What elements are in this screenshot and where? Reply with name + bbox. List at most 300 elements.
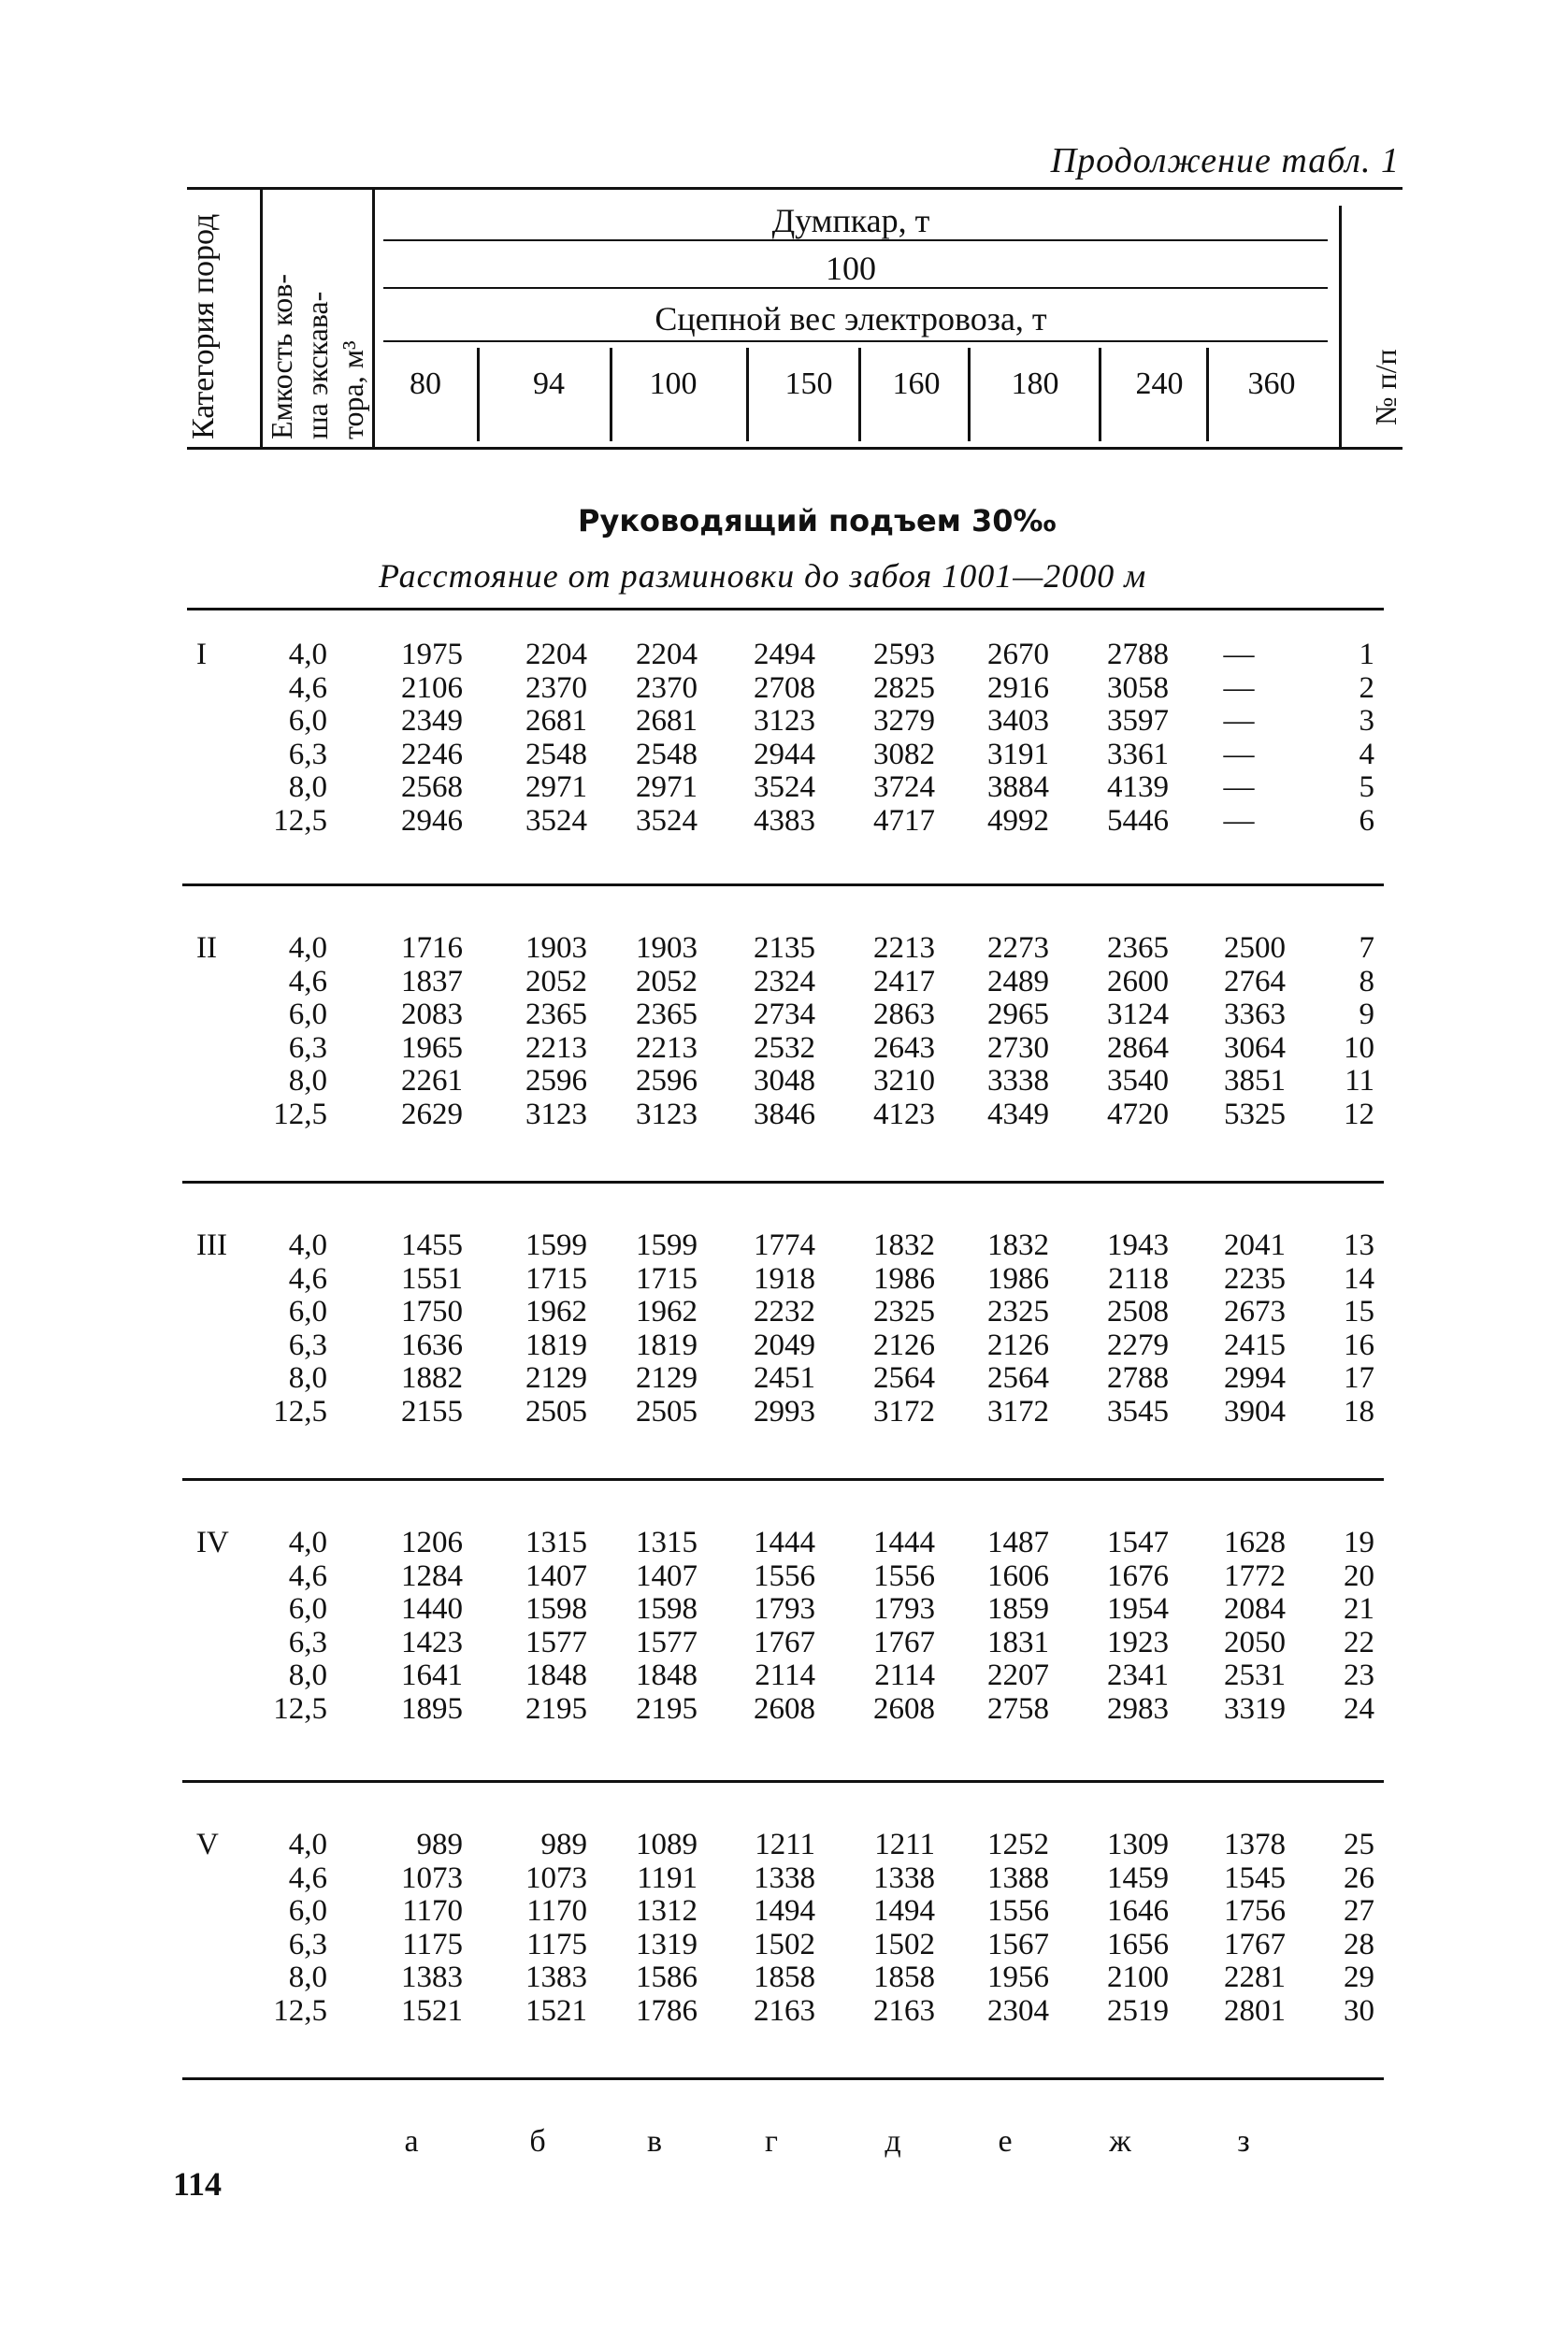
value-cell: 3524 <box>754 770 815 804</box>
table-row <box>0 1295 1568 1328</box>
capacity-cell: 6,3 <box>288 1328 327 1362</box>
value-cell: 2531 <box>1224 1659 1286 1692</box>
value-cell: 2944 <box>754 737 815 771</box>
value-cell: 1986 <box>873 1261 935 1296</box>
value-cell: 1319 <box>636 1927 698 1961</box>
value-cell: 1556 <box>754 1558 815 1593</box>
value-cell: 2195 <box>636 1691 698 1726</box>
value-cell: 1494 <box>873 1894 935 1928</box>
weight-col-b: 94 <box>533 366 565 401</box>
table-row <box>0 1526 1568 1559</box>
row-number-cell: 17 <box>1344 1361 1374 1395</box>
category-label: IV <box>196 1526 229 1559</box>
value-cell: 2084 <box>1224 1592 1286 1626</box>
weight-col-zh: 240 <box>1135 366 1184 401</box>
weight-sep-1 <box>477 348 480 441</box>
value-cell: 2304 <box>987 1993 1049 2028</box>
value-cell: 1832 <box>987 1228 1049 1262</box>
value-cell: 2129 <box>525 1361 587 1395</box>
value-cell: 1954 <box>1107 1592 1169 1626</box>
capacity-cell: 6,0 <box>288 1894 327 1928</box>
value-cell: 1599 <box>525 1228 587 1262</box>
value-cell: 1383 <box>401 1960 463 1994</box>
capacity-cell: 6,3 <box>288 1927 327 1961</box>
value-cell: 1837 <box>401 964 463 998</box>
value-cell: 2213 <box>636 1030 698 1065</box>
value-cell: 4720 <box>1107 1097 1169 1131</box>
footer-letter-d: д <box>885 2124 901 2159</box>
footer-letter-g: г <box>765 2124 778 2159</box>
header-rule-1 <box>383 239 1328 241</box>
value-cell: 2519 <box>1107 1993 1169 2028</box>
value-cell: 1793 <box>754 1592 815 1626</box>
header-capacity-line2: ша экскава- <box>300 291 334 439</box>
value-cell: 1628 <box>1224 1526 1286 1559</box>
weight-col-d: 160 <box>892 366 941 401</box>
value-cell: 3123 <box>525 1097 587 1131</box>
value-cell: 3064 <box>1224 1030 1286 1065</box>
value-cell: 1646 <box>1107 1894 1169 1928</box>
header-capacity-line1: Емкость ков- <box>265 274 298 439</box>
value-cell: 1547 <box>1107 1526 1169 1559</box>
row-number-cell: 23 <box>1344 1659 1374 1692</box>
weight-col-e: 180 <box>1011 366 1059 401</box>
value-cell: 4139 <box>1107 770 1169 804</box>
capacity-cell: 4,0 <box>288 1828 327 1861</box>
value-cell: 2532 <box>754 1030 815 1065</box>
table-row <box>0 1098 1568 1131</box>
value-cell: 3191 <box>987 737 1049 771</box>
row-number-cell: 21 <box>1344 1592 1374 1626</box>
value-cell: 1832 <box>873 1228 935 1262</box>
value-cell: 2673 <box>1224 1295 1286 1328</box>
category-label: I <box>196 638 207 671</box>
value-cell: 2365 <box>636 998 698 1031</box>
row-number-cell: 5 <box>1359 770 1374 804</box>
capacity-cell: 6,3 <box>288 1625 327 1659</box>
value-cell: 2983 <box>1107 1691 1169 1726</box>
value-cell: 1831 <box>987 1625 1049 1659</box>
value-cell: 2118 <box>1108 1261 1169 1296</box>
value-cell: 1943 <box>1107 1228 1169 1262</box>
value-cell: 2643 <box>873 1030 935 1065</box>
value-cell: 1556 <box>987 1894 1049 1928</box>
value-cell: 1716 <box>401 931 463 965</box>
value-cell: 2971 <box>636 770 698 804</box>
table-row <box>0 998 1568 1031</box>
value-cell: 2163 <box>754 1993 815 2028</box>
value-cell: 989 <box>540 1828 587 1861</box>
value-cell: 2863 <box>873 998 935 1031</box>
value-cell: 2281 <box>1224 1960 1286 1994</box>
value-cell: 3403 <box>987 704 1049 738</box>
value-cell: 1965 <box>401 1030 463 1065</box>
value-cell: 1423 <box>401 1625 463 1659</box>
value-cell: 2681 <box>636 704 698 738</box>
table-row <box>0 804 1568 838</box>
value-cell: 1487 <box>987 1526 1049 1559</box>
value-cell: 1383 <box>525 1960 587 1994</box>
value-cell: 2235 <box>1224 1261 1286 1296</box>
value-cell: 3540 <box>1107 1064 1169 1098</box>
weight-sep-6 <box>1099 348 1101 441</box>
group-separator-rule <box>182 1780 1384 1783</box>
table-row <box>0 1994 1568 2028</box>
value-cell: 2204 <box>636 638 698 671</box>
value-cell: 2788 <box>1107 638 1169 671</box>
capacity-cell: 6,0 <box>288 1592 327 1626</box>
value-cell: 1715 <box>525 1261 587 1296</box>
value-cell: 2548 <box>636 737 698 771</box>
value-cell: 3124 <box>1107 998 1169 1031</box>
value-cell: 1521 <box>401 1993 463 2028</box>
value-cell: 2788 <box>1107 1361 1169 1395</box>
value-cell: 2207 <box>987 1659 1049 1692</box>
value-cell: 1206 <box>401 1526 463 1559</box>
value-cell: 1521 <box>525 1993 587 2028</box>
value-cell: 1312 <box>636 1894 698 1928</box>
table-row <box>0 671 1568 705</box>
value-cell: 3524 <box>636 803 698 838</box>
value-cell: 3724 <box>873 770 935 804</box>
value-cell: 3123 <box>636 1097 698 1131</box>
value-cell: 1656 <box>1107 1927 1169 1961</box>
capacity-cell: 6,3 <box>288 737 327 771</box>
value-cell: 1767 <box>873 1625 935 1659</box>
weight-col-v: 100 <box>649 366 698 401</box>
value-cell: 1315 <box>525 1526 587 1559</box>
value-cell: 2279 <box>1107 1328 1169 1362</box>
value-cell: 2994 <box>1224 1361 1286 1395</box>
value-cell: 2365 <box>525 998 587 1031</box>
value-cell: 2135 <box>754 931 815 965</box>
value-cell: 2965 <box>987 998 1049 1031</box>
value-cell: — <box>1223 770 1255 804</box>
value-cell: 2505 <box>636 1394 698 1429</box>
table-row <box>0 1064 1568 1098</box>
value-cell: 1284 <box>401 1558 463 1593</box>
value-cell: 2365 <box>1107 931 1169 965</box>
value-cell: 2801 <box>1224 1993 1286 2028</box>
value-cell: 1956 <box>987 1960 1049 1994</box>
value-cell: 3319 <box>1224 1691 1286 1726</box>
value-cell: — <box>1223 638 1255 671</box>
value-cell: 1767 <box>1224 1927 1286 1961</box>
value-cell: 1848 <box>636 1659 698 1692</box>
weight-sep-3 <box>746 348 749 441</box>
value-cell: 2325 <box>987 1295 1049 1328</box>
group-separator-rule <box>182 883 1384 886</box>
header-row-number: № п/п <box>1369 349 1403 425</box>
value-cell: 1089 <box>636 1828 698 1861</box>
table-row <box>0 1928 1568 1961</box>
value-cell: 1750 <box>401 1295 463 1328</box>
footer-letter-v: в <box>646 2124 663 2159</box>
value-cell: 2670 <box>987 638 1049 671</box>
group-separator-rule <box>182 2077 1384 2080</box>
value-cell: 1440 <box>401 1592 463 1626</box>
value-cell: — <box>1223 670 1255 705</box>
value-cell: 1388 <box>987 1860 1049 1895</box>
value-cell: 1918 <box>754 1261 815 1296</box>
value-cell: 3597 <box>1107 704 1169 738</box>
value-cell: 1858 <box>754 1960 815 1994</box>
value-cell: 2564 <box>987 1361 1049 1395</box>
table-row <box>0 1395 1568 1429</box>
value-cell: 1211 <box>874 1828 935 1861</box>
value-cell: 2505 <box>525 1394 587 1429</box>
capacity-cell: 8,0 <box>288 1064 327 1098</box>
group-separator-rule <box>182 1478 1384 1481</box>
row-number-cell: 1 <box>1359 638 1374 671</box>
table-row <box>0 1894 1568 1928</box>
header-category: Категория пород <box>186 213 221 439</box>
header-divider-number <box>1339 206 1342 447</box>
value-cell: 2451 <box>754 1361 815 1395</box>
value-cell: 3904 <box>1224 1394 1286 1429</box>
capacity-cell: 12,5 <box>273 1394 327 1429</box>
value-cell: 1338 <box>754 1860 815 1895</box>
value-cell: 1586 <box>636 1960 698 1994</box>
table-row <box>0 704 1568 738</box>
value-cell: 2629 <box>401 1097 463 1131</box>
footer-letter-a: а <box>404 2124 419 2159</box>
value-cell: 2083 <box>401 998 463 1031</box>
value-cell: 1962 <box>525 1295 587 1328</box>
value-cell: 1636 <box>401 1328 463 1362</box>
row-number-cell: 30 <box>1344 1993 1374 2028</box>
value-cell: 2568 <box>401 770 463 804</box>
table-row <box>0 638 1568 671</box>
row-number-cell: 7 <box>1359 931 1374 965</box>
value-cell: 1309 <box>1107 1828 1169 1861</box>
value-cell: 2596 <box>525 1064 587 1098</box>
value-cell: — <box>1223 737 1255 771</box>
value-cell: 2126 <box>987 1328 1049 1362</box>
row-number-cell: 22 <box>1344 1625 1374 1659</box>
value-cell: 1859 <box>987 1592 1049 1626</box>
row-number-cell: 18 <box>1344 1394 1374 1429</box>
value-cell: 1793 <box>873 1592 935 1626</box>
value-cell: 1772 <box>1224 1558 1286 1593</box>
row-number-cell: 4 <box>1359 737 1374 771</box>
value-cell: 2415 <box>1224 1328 1286 1362</box>
capacity-cell: 8,0 <box>288 1960 327 1994</box>
value-cell: 1556 <box>873 1558 935 1593</box>
table-row <box>0 1659 1568 1692</box>
header-bottom-rule <box>187 447 1403 450</box>
value-cell: — <box>1223 803 1255 838</box>
table-row <box>0 1828 1568 1861</box>
value-cell: 2325 <box>873 1295 935 1328</box>
value-cell: 1170 <box>526 1894 587 1928</box>
group-separator-rule <box>182 1181 1384 1184</box>
capacity-cell: 4,0 <box>288 931 327 965</box>
capacity-cell: 4,6 <box>288 670 327 705</box>
value-cell: 2195 <box>525 1691 587 1726</box>
value-cell: 1848 <box>525 1659 587 1692</box>
value-cell: 1975 <box>401 638 463 671</box>
value-cell: 1641 <box>401 1659 463 1692</box>
value-cell: 5325 <box>1224 1097 1286 1131</box>
value-cell: 1577 <box>636 1625 698 1659</box>
section-title: Руководящий подъем 30‰ <box>578 503 1057 539</box>
value-cell: 2232 <box>754 1295 815 1328</box>
capacity-cell: 6,3 <box>288 1030 327 1065</box>
header-divider-category <box>260 190 263 447</box>
value-cell: 1175 <box>402 1927 463 1961</box>
capacity-cell: 8,0 <box>288 1659 327 1692</box>
value-cell: 3048 <box>754 1064 815 1098</box>
footer-letter-e: е <box>998 2124 1013 2159</box>
table-row <box>0 1262 1568 1296</box>
value-cell: 2825 <box>873 670 935 705</box>
row-number-cell: 29 <box>1344 1960 1374 1994</box>
weight-sep-2 <box>610 348 612 441</box>
value-cell: 2508 <box>1107 1295 1169 1328</box>
value-cell: 1315 <box>636 1526 698 1559</box>
value-cell: 1175 <box>526 1927 587 1961</box>
capacity-cell: 12,5 <box>273 1691 327 1726</box>
value-cell: 1606 <box>987 1558 1049 1593</box>
value-cell: 3846 <box>754 1097 815 1131</box>
weight-col-z: 360 <box>1247 366 1296 401</box>
header-top-rule <box>187 187 1403 190</box>
value-cell: 1073 <box>401 1860 463 1895</box>
value-cell: 4349 <box>987 1097 1049 1131</box>
value-cell: 1551 <box>401 1261 463 1296</box>
header-divider-capacity <box>372 190 375 447</box>
value-cell: 1903 <box>525 931 587 965</box>
table-row <box>0 1228 1568 1262</box>
value-cell: 2993 <box>754 1394 815 1429</box>
value-cell: 2261 <box>401 1064 463 1098</box>
table-row <box>0 770 1568 804</box>
value-cell: 2213 <box>525 1030 587 1065</box>
capacity-cell: 12,5 <box>273 803 327 838</box>
header-dumpcar: Думпкар, т <box>771 202 930 239</box>
value-cell: 3172 <box>987 1394 1049 1429</box>
value-cell: 1494 <box>754 1894 815 1928</box>
value-cell: 2213 <box>873 931 935 965</box>
value-cell: 2155 <box>401 1394 463 1429</box>
row-number-cell: 3 <box>1359 704 1374 738</box>
header-rule-2 <box>383 287 1328 289</box>
table-row <box>0 738 1568 771</box>
value-cell: 2548 <box>525 737 587 771</box>
value-cell: 3123 <box>754 704 815 738</box>
table-row <box>0 1559 1568 1593</box>
value-cell: 2916 <box>987 670 1049 705</box>
value-cell: 1378 <box>1224 1828 1286 1861</box>
value-cell: 1715 <box>636 1261 698 1296</box>
value-cell: 4123 <box>873 1097 935 1131</box>
value-cell: 1786 <box>636 1993 698 2028</box>
value-cell: 1819 <box>636 1328 698 1362</box>
value-cell: 4992 <box>987 803 1049 838</box>
value-cell: 5446 <box>1107 803 1169 838</box>
table-row <box>0 931 1568 965</box>
value-cell: 2126 <box>873 1328 935 1362</box>
footer-letter-zh: ж <box>1109 2124 1131 2159</box>
value-cell: 1338 <box>873 1860 935 1895</box>
value-cell: 2106 <box>401 670 463 705</box>
capacity-cell: 4,6 <box>288 964 327 998</box>
value-cell: 2273 <box>987 931 1049 965</box>
row-number-cell: 16 <box>1344 1328 1374 1362</box>
value-cell: 2564 <box>873 1361 935 1395</box>
row-number-cell: 25 <box>1344 1828 1374 1861</box>
value-cell: 3884 <box>987 770 1049 804</box>
value-cell: 2734 <box>754 998 815 1031</box>
value-cell: 2608 <box>873 1691 935 1726</box>
value-cell: 1502 <box>873 1927 935 1961</box>
row-number-cell: 2 <box>1359 670 1374 705</box>
value-cell: 1459 <box>1107 1860 1169 1895</box>
value-cell: 3361 <box>1107 737 1169 771</box>
table-row <box>0 1592 1568 1626</box>
value-cell: 2052 <box>636 964 698 998</box>
value-cell: 2370 <box>525 670 587 705</box>
value-cell: 3082 <box>873 737 935 771</box>
category-label: III <box>196 1228 227 1262</box>
value-cell: 2341 <box>1107 1659 1169 1692</box>
value-cell: 2129 <box>636 1361 698 1395</box>
value-cell: 1444 <box>754 1526 815 1559</box>
value-cell: 1211 <box>755 1828 815 1861</box>
weight-sep-7 <box>1206 348 1209 441</box>
value-cell: 1598 <box>525 1592 587 1626</box>
value-cell: 1407 <box>525 1558 587 1593</box>
value-cell: 1986 <box>987 1261 1049 1296</box>
capacity-cell: 6,0 <box>288 704 327 738</box>
value-cell: 2681 <box>525 704 587 738</box>
value-cell: 3058 <box>1107 670 1169 705</box>
value-cell: 2596 <box>636 1064 698 1098</box>
capacity-cell: 4,6 <box>288 1860 327 1895</box>
value-cell: 2500 <box>1224 931 1286 965</box>
row-number-cell: 8 <box>1359 964 1374 998</box>
section-subtitle: Расстояние от разминовки до забоя 1001—2000 м <box>379 557 1147 595</box>
value-cell: 1170 <box>402 1894 463 1928</box>
value-cell: 3363 <box>1224 998 1286 1031</box>
footer-letter-z: з <box>1237 2124 1250 2159</box>
value-cell: 2349 <box>401 704 463 738</box>
capacity-cell: 6,0 <box>288 1295 327 1328</box>
row-number-cell: 15 <box>1344 1295 1374 1328</box>
value-cell: 2114 <box>755 1659 815 1692</box>
value-cell: 2730 <box>987 1030 1049 1065</box>
value-cell: 2946 <box>401 803 463 838</box>
value-cell: 1444 <box>873 1526 935 1559</box>
value-cell: 1577 <box>525 1625 587 1659</box>
value-cell: 1774 <box>754 1228 815 1262</box>
value-cell: 1567 <box>987 1927 1049 1961</box>
value-cell: 1455 <box>401 1228 463 1262</box>
table-row <box>0 1692 1568 1726</box>
table-row <box>0 1031 1568 1065</box>
value-cell: 2049 <box>754 1328 815 1362</box>
value-cell: 1545 <box>1224 1860 1286 1895</box>
value-cell: 2593 <box>873 638 935 671</box>
capacity-cell: 4,6 <box>288 1261 327 1296</box>
value-cell: 1756 <box>1224 1894 1286 1928</box>
value-cell: 3545 <box>1107 1394 1169 1429</box>
footer-letter-b: б <box>529 2124 546 2159</box>
value-cell: 2417 <box>873 964 935 998</box>
table-row <box>0 1361 1568 1395</box>
value-cell: 3851 <box>1224 1064 1286 1098</box>
